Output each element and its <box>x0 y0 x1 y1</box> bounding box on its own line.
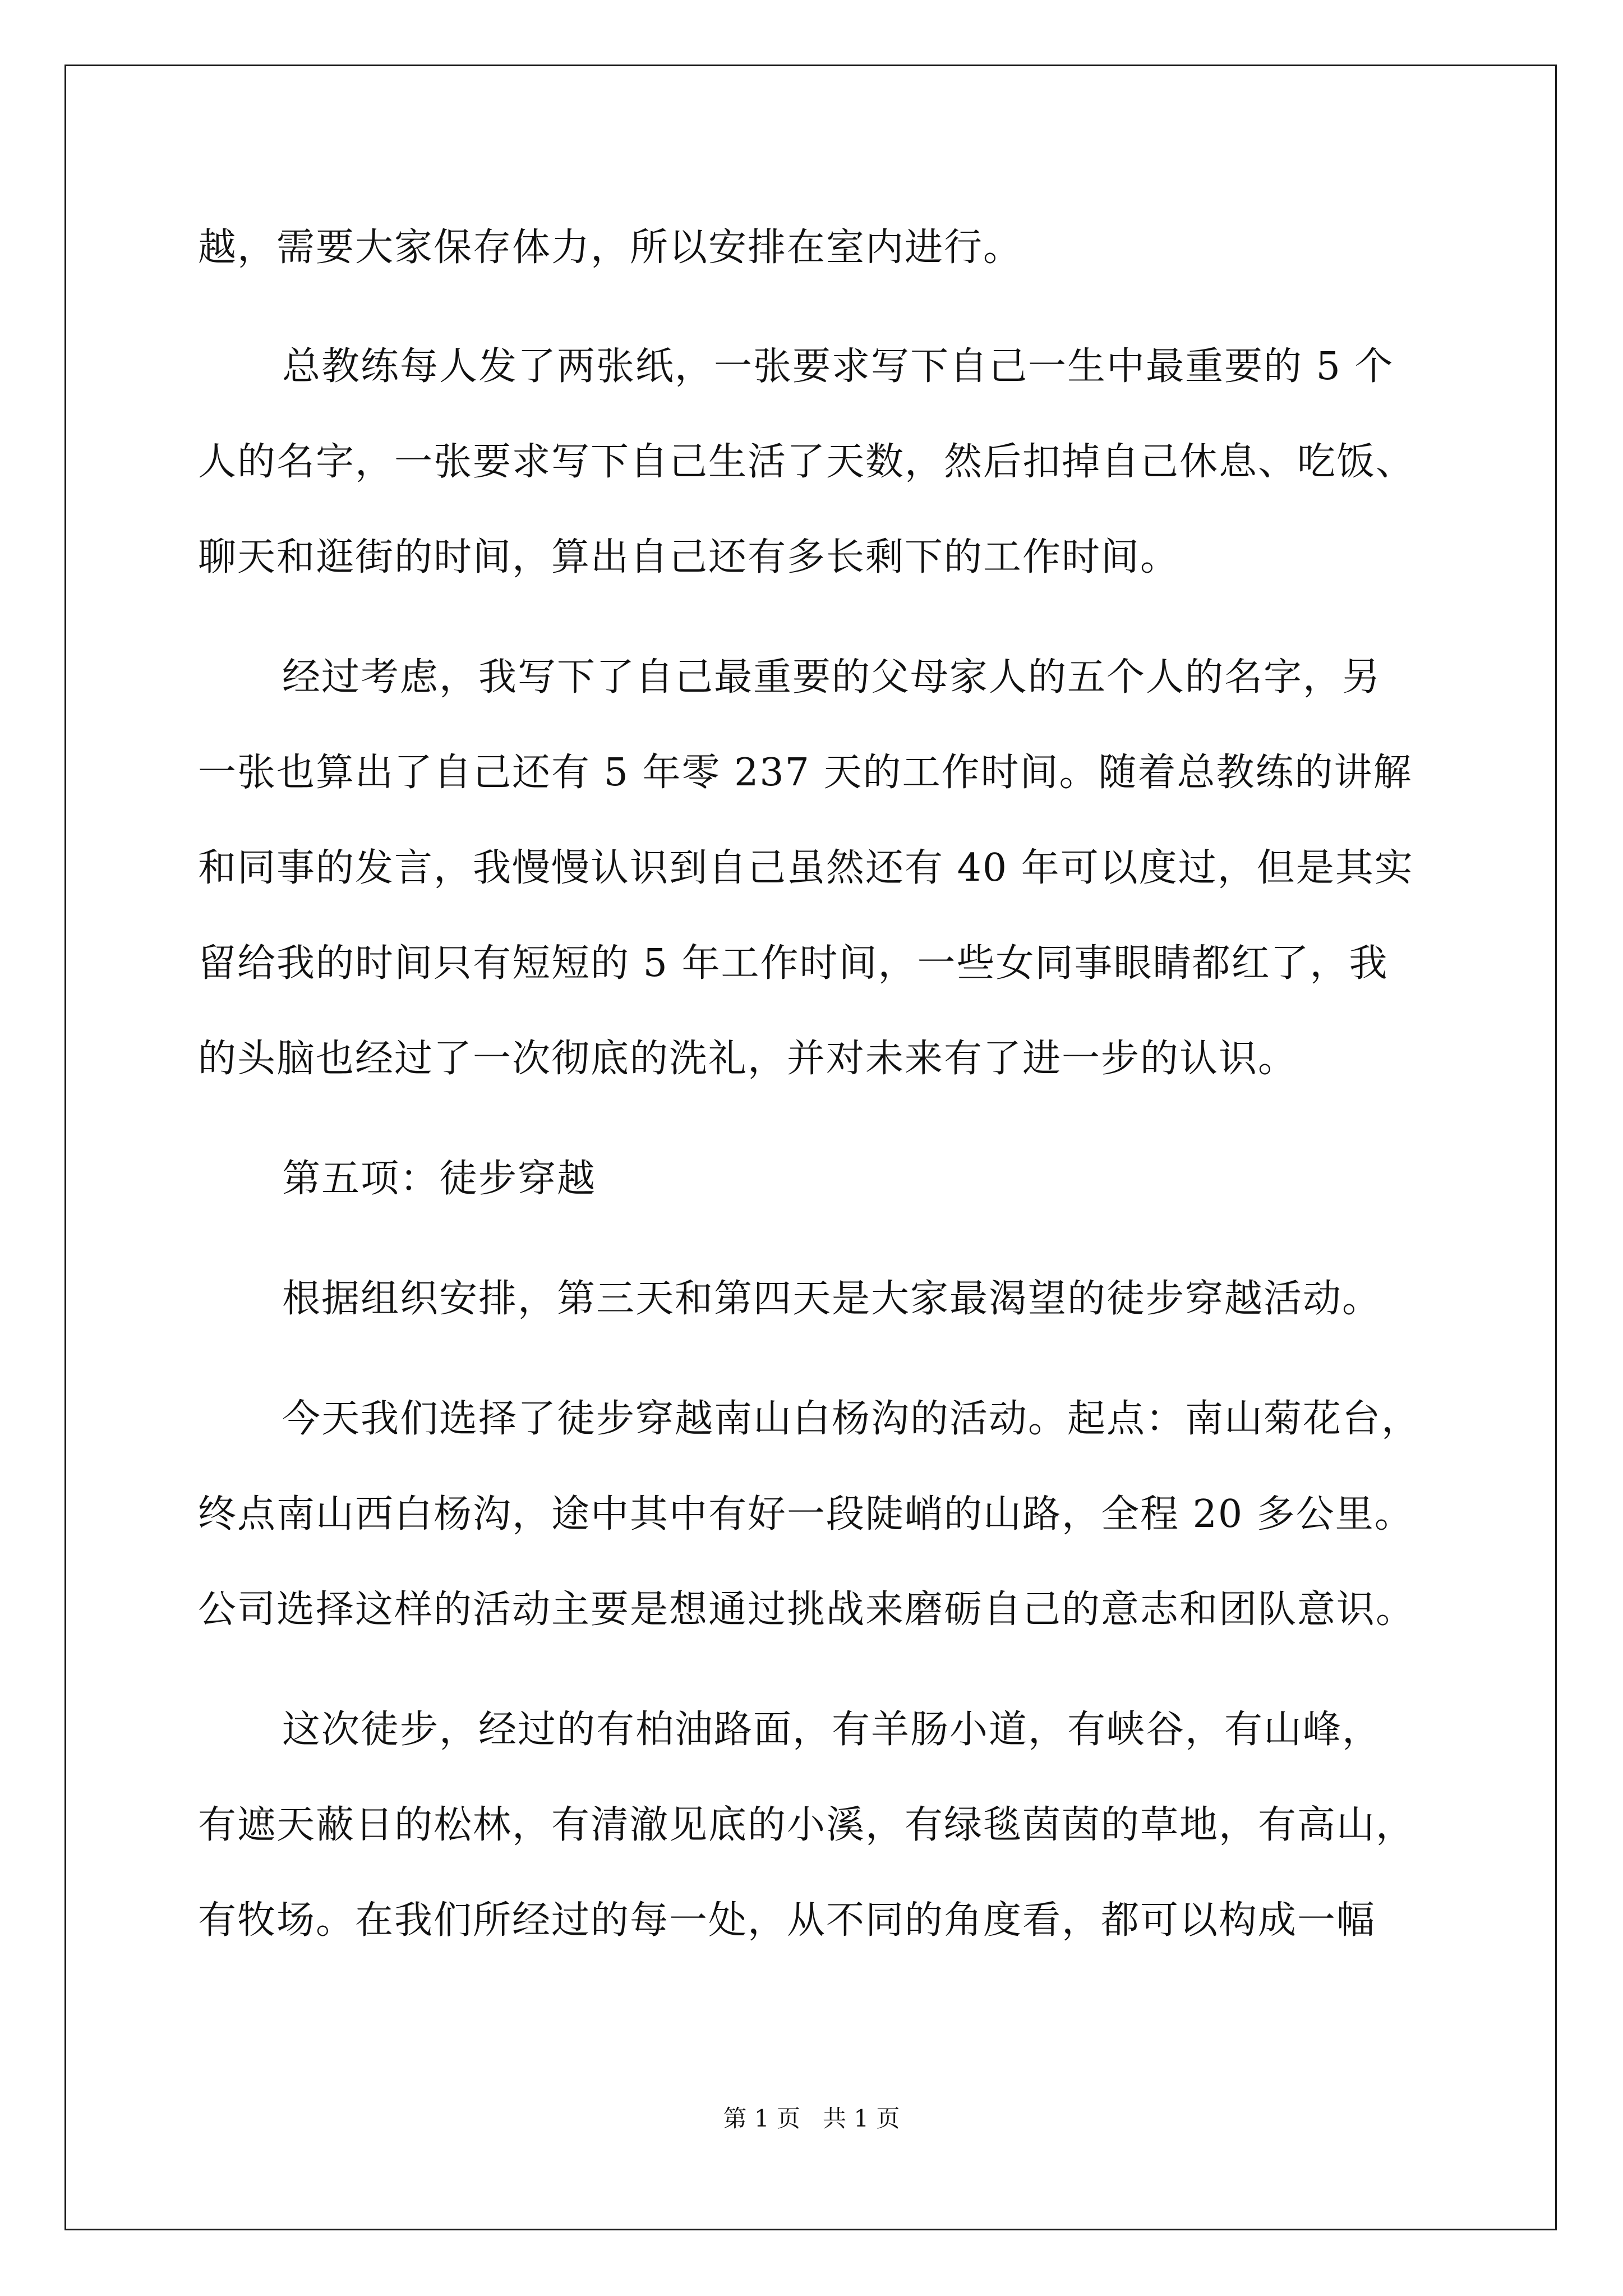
text-line: 公司选择这样的活动主要是想通过挑战来磨砺自己的意志和团队意识。 <box>198 1588 1415 1632</box>
text-line: 人的名字，一张要求写下自己生活了天数，然后扣掉自己休息、吃饭、 <box>198 440 1415 484</box>
text-line: 总教练每人发了两张纸，一张要求写下自己一生中最重要的 5 个 <box>282 344 1394 389</box>
text-line: 有牧场。在我们所经过的每一处，从不同的角度看，都可以构成一幅 <box>198 1898 1376 1943</box>
text-line: 今天我们选择了徒步穿越南山白杨沟的活动。起点：南山菊花台， <box>282 1397 1421 1441</box>
text-line: 的头脑也经过了一次彻底的洗礼，并对未来有了进一步的认识。 <box>198 1037 1298 1081</box>
text-line: 有遮天蔽日的松林，有清澈见底的小溪，有绿毯茵茵的草地，有高山， <box>198 1803 1415 1847</box>
text-line: 这次徒步，经过的有柏油路面，有羊肠小道，有峡谷，有山峰， <box>282 1708 1382 1752</box>
text-line: 经过考虑，我写下了自己最重要的父母家人的五个人的名字，另 <box>282 655 1382 700</box>
text-line: 终点南山西白杨沟，途中其中有好一段陡峭的山路，全程 20 多公里。 <box>198 1492 1414 1536</box>
text-line: 和同事的发言，我慢慢认识到自己虽然还有 40 年可以度过，但是其实 <box>198 846 1414 890</box>
text-line: 聊天和逛街的时间，算出自己还有多长剩下的工作时间。 <box>198 535 1180 579</box>
text-line: 一张也算出了自己还有 5 年零 237 天的工作时间。随着总教练的讲解 <box>198 751 1413 795</box>
text-line: 根据组织安排，第三天和第四天是大家最渴望的徒步穿越活动。 <box>282 1277 1382 1321</box>
page-number-footer: 第 1 页 共 1 页 <box>723 2105 900 2132</box>
text-line: 留给我的时间只有短短的 5 年工作时间，一些女同事眼睛都红了，我 <box>198 941 1389 986</box>
section-heading: 第五项：徒步穿越 <box>282 1157 597 1201</box>
text-line: 越，需要大家保存体力，所以安排在室内进行。 <box>198 226 1023 270</box>
